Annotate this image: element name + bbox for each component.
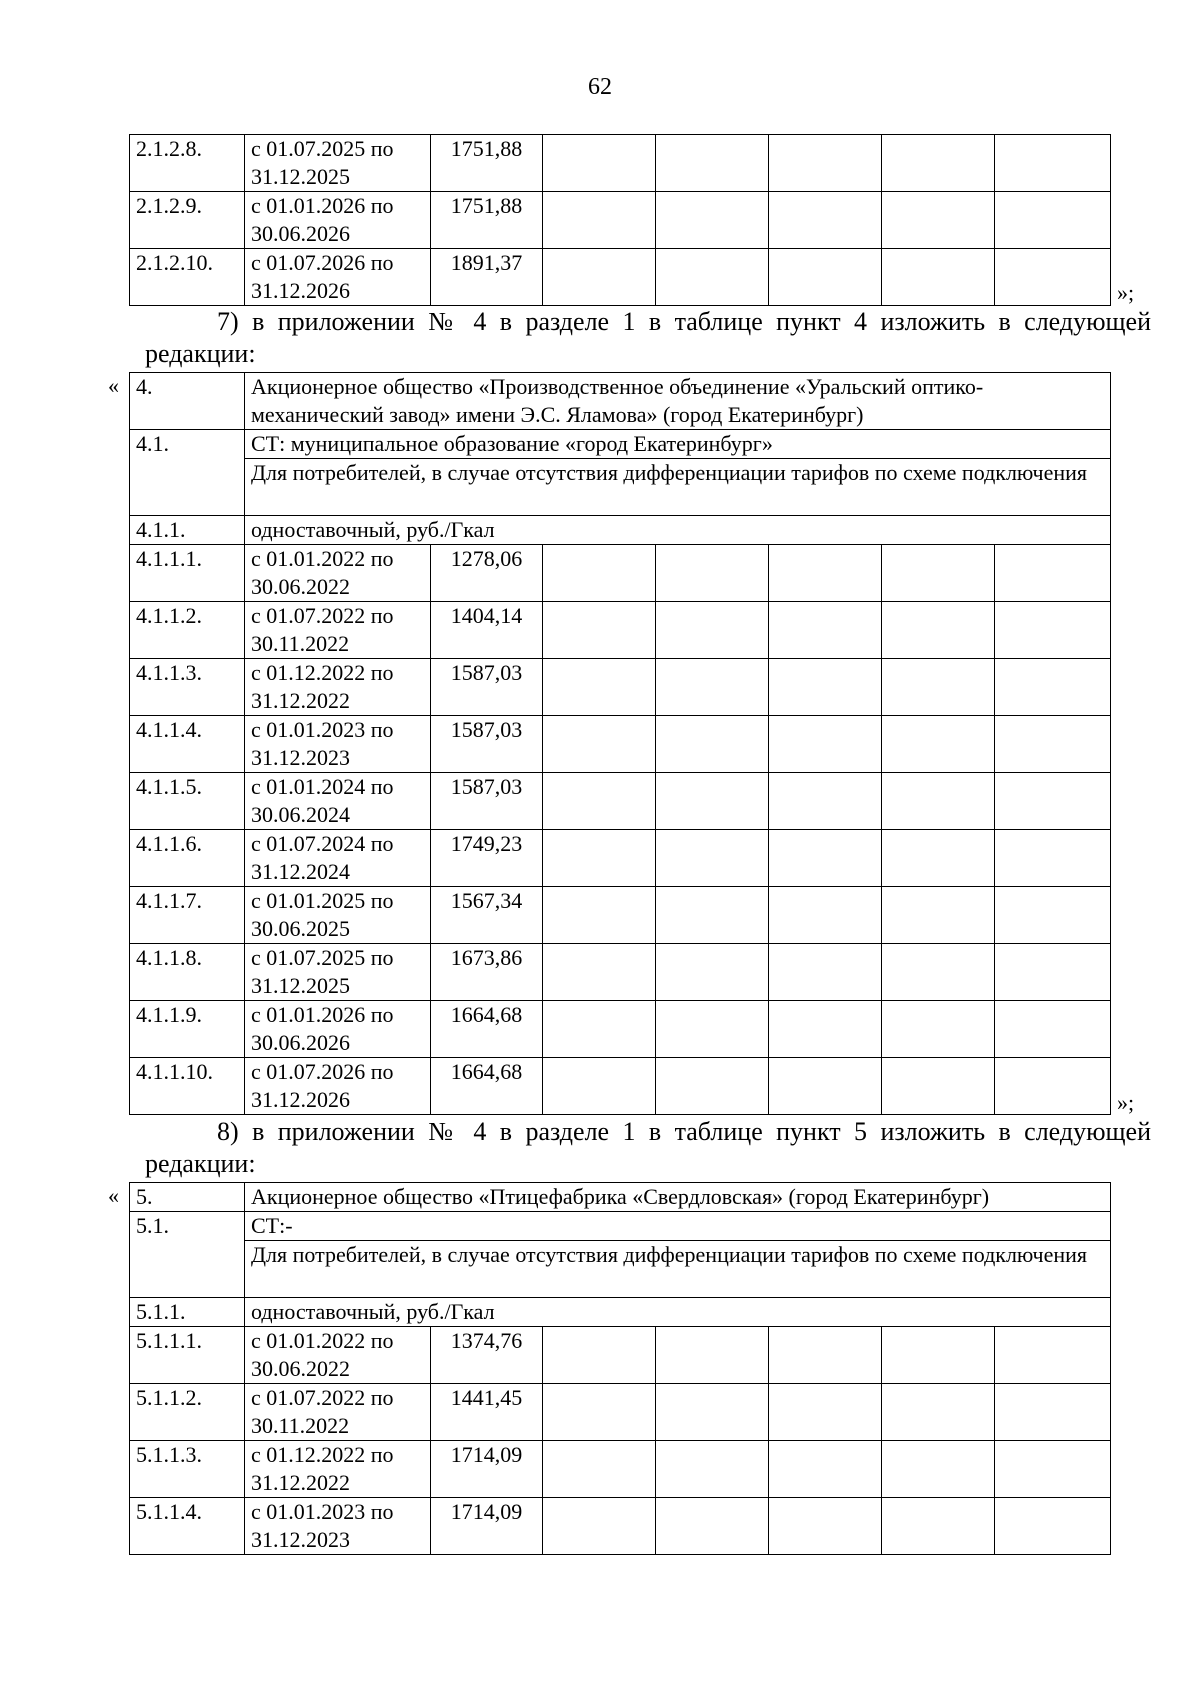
table-row bbox=[130, 1001, 1111, 1058]
table-row bbox=[130, 1327, 1111, 1384]
empty-cell bbox=[882, 249, 995, 306]
empty-cell bbox=[769, 249, 882, 306]
empty-cell bbox=[882, 1441, 995, 1498]
empty-cell bbox=[995, 1498, 1111, 1555]
empty-cell bbox=[543, 887, 656, 944]
empty-cell bbox=[882, 1384, 995, 1441]
empty-cell bbox=[656, 1384, 769, 1441]
empty-cell bbox=[543, 602, 656, 659]
item-code: 4.1. bbox=[130, 430, 245, 516]
table-row bbox=[130, 1058, 1111, 1115]
empty-cell bbox=[769, 1441, 882, 1498]
empty-cell bbox=[769, 716, 882, 773]
empty-cell bbox=[769, 1498, 882, 1555]
item-code: 4.1.1. bbox=[130, 516, 245, 545]
table-row bbox=[130, 1441, 1111, 1498]
empty-cell bbox=[543, 192, 656, 249]
table-row bbox=[130, 716, 1111, 773]
empty-cell bbox=[995, 602, 1111, 659]
row-code: 4.1.1.10. bbox=[130, 1058, 245, 1115]
empty-cell bbox=[995, 1327, 1111, 1384]
tariff-table-5 bbox=[129, 1182, 1111, 1555]
empty-cell bbox=[995, 1441, 1111, 1498]
row-code: 2.1.2.10. bbox=[130, 249, 245, 306]
table-row bbox=[130, 1384, 1111, 1441]
empty-cell bbox=[995, 192, 1111, 249]
empty-cell bbox=[995, 1001, 1111, 1058]
row-code: 2.1.2.9. bbox=[130, 192, 245, 249]
empty-cell bbox=[882, 1001, 995, 1058]
row-code: 5.1.1.4. bbox=[130, 1498, 245, 1555]
row-tariff-value: 1587,03 bbox=[431, 716, 543, 773]
table-row bbox=[130, 545, 1111, 602]
empty-cell bbox=[656, 944, 769, 1001]
empty-cell bbox=[882, 1498, 995, 1555]
empty-cell bbox=[769, 944, 882, 1001]
empty-cell bbox=[769, 830, 882, 887]
row-code: 4.1.1.6. bbox=[130, 830, 245, 887]
empty-cell bbox=[882, 659, 995, 716]
empty-cell bbox=[882, 830, 995, 887]
row-tariff-value: 1278,06 bbox=[431, 545, 543, 602]
empty-cell bbox=[769, 1001, 882, 1058]
empty-cell bbox=[656, 659, 769, 716]
row-period: с 01.12.2022 по 31.12.2022 bbox=[245, 1441, 431, 1498]
empty-cell bbox=[769, 1058, 882, 1115]
empty-cell bbox=[656, 1498, 769, 1555]
row-tariff-value: 1587,03 bbox=[431, 773, 543, 830]
table-row bbox=[130, 192, 1111, 249]
empty-cell bbox=[882, 944, 995, 1001]
closing-quote: »; bbox=[1117, 1090, 1135, 1115]
row-period: с 01.07.2025 по 31.12.2025 bbox=[245, 944, 431, 1001]
tariff-type: одноставочный, руб./Гкал bbox=[245, 1298, 1111, 1327]
row-code: 2.1.2.8. bbox=[130, 135, 245, 192]
table-row bbox=[130, 773, 1111, 830]
empty-cell bbox=[656, 602, 769, 659]
empty-cell bbox=[995, 830, 1111, 887]
row-tariff-value: 1664,68 bbox=[431, 1058, 543, 1115]
empty-cell bbox=[769, 1384, 882, 1441]
empty-cell bbox=[543, 135, 656, 192]
row-code: 5.1.1.2. bbox=[130, 1384, 245, 1441]
tariff-type: одноставочный, руб./Гкал bbox=[245, 516, 1111, 545]
row-period: с 01.01.2022 по 30.06.2022 bbox=[245, 1327, 431, 1384]
row-code: 5.1.1.3. bbox=[130, 1441, 245, 1498]
opening-quote: « bbox=[108, 373, 119, 398]
empty-cell bbox=[995, 887, 1111, 944]
row-period: с 01.01.2023 по 31.12.2023 bbox=[245, 1498, 431, 1555]
empty-cell bbox=[656, 716, 769, 773]
row-tariff-value: 1441,45 bbox=[431, 1384, 543, 1441]
empty-cell bbox=[543, 1058, 656, 1115]
empty-cell bbox=[543, 773, 656, 830]
heat-supply-system: СТ:- bbox=[245, 1212, 1111, 1241]
row-period: с 01.01.2025 по 30.06.2025 bbox=[245, 887, 431, 944]
empty-cell bbox=[769, 602, 882, 659]
empty-cell bbox=[543, 1327, 656, 1384]
empty-cell bbox=[656, 249, 769, 306]
row-tariff-value: 1374,76 bbox=[431, 1327, 543, 1384]
empty-cell bbox=[995, 944, 1111, 1001]
empty-cell bbox=[995, 1058, 1111, 1115]
row-tariff-value: 1587,03 bbox=[431, 659, 543, 716]
item-code: 4. bbox=[130, 373, 245, 430]
empty-cell bbox=[543, 1441, 656, 1498]
empty-cell bbox=[769, 659, 882, 716]
empty-cell bbox=[543, 659, 656, 716]
row-period: с 01.01.2026 по 30.06.2026 bbox=[245, 1001, 431, 1058]
empty-cell bbox=[656, 545, 769, 602]
heat-supply-system: СТ: муниципальное образование «город Екатеринбург» bbox=[245, 430, 1111, 459]
row-tariff-value: 1567,34 bbox=[431, 887, 543, 944]
empty-cell bbox=[543, 830, 656, 887]
amendment-paragraph-7: 7) в приложении № 4 в разделе 1 в таблице пункт 4 изложить в следующей редакции: bbox=[145, 307, 1151, 368]
row-period: с 01.12.2022 по 31.12.2022 bbox=[245, 659, 431, 716]
empty-cell bbox=[656, 830, 769, 887]
table-row bbox=[130, 887, 1111, 944]
row-tariff-value: 1751,88 bbox=[431, 135, 543, 192]
table-row bbox=[130, 1498, 1111, 1555]
empty-cell bbox=[543, 944, 656, 1001]
empty-cell bbox=[543, 249, 656, 306]
empty-cell bbox=[995, 249, 1111, 306]
row-period: с 01.07.2022 по 30.11.2022 bbox=[245, 602, 431, 659]
tariff-table-4 bbox=[129, 372, 1111, 1115]
empty-cell bbox=[543, 1001, 656, 1058]
row-period: с 01.01.2022 по 30.06.2022 bbox=[245, 545, 431, 602]
empty-cell bbox=[769, 887, 882, 944]
empty-cell bbox=[995, 135, 1111, 192]
empty-cell bbox=[769, 1327, 882, 1384]
page-number: 62 bbox=[588, 74, 612, 100]
row-tariff-value: 1891,37 bbox=[431, 249, 543, 306]
item-code: 5.1. bbox=[130, 1212, 245, 1298]
empty-cell bbox=[995, 545, 1111, 602]
row-tariff-value: 1673,86 bbox=[431, 944, 543, 1001]
row-period: с 01.07.2026 по 31.12.2026 bbox=[245, 1058, 431, 1115]
tariff-table-2-1-2 bbox=[129, 134, 1111, 306]
row-code: 4.1.1.8. bbox=[130, 944, 245, 1001]
empty-cell bbox=[882, 887, 995, 944]
organization-name: Акционерное общество «Производственное объединение «Уральский оптико-механический завод» имени Э.С. Яламова» (город Екатеринбург) bbox=[245, 373, 1111, 430]
empty-cell bbox=[656, 887, 769, 944]
row-period: с 01.07.2026 по 31.12.2026 bbox=[245, 249, 431, 306]
row-code: 4.1.1.1. bbox=[130, 545, 245, 602]
row-code: 4.1.1.7. bbox=[130, 887, 245, 944]
row-code: 4.1.1.4. bbox=[130, 716, 245, 773]
row-tariff-value: 1714,09 bbox=[431, 1498, 543, 1555]
empty-cell bbox=[882, 545, 995, 602]
row-period: с 01.01.2023 по 31.12.2023 bbox=[245, 716, 431, 773]
row-period: с 01.07.2022 по 30.11.2022 bbox=[245, 1384, 431, 1441]
empty-cell bbox=[769, 545, 882, 602]
empty-cell bbox=[882, 1327, 995, 1384]
table-row bbox=[130, 830, 1111, 887]
empty-cell bbox=[656, 1327, 769, 1384]
amendment-paragraph-8: 8) в приложении № 4 в разделе 1 в таблице пункт 5 изложить в следующей редакции: bbox=[145, 1117, 1151, 1178]
row-code: 4.1.1.5. bbox=[130, 773, 245, 830]
row-period: с 01.01.2026 по 30.06.2026 bbox=[245, 192, 431, 249]
row-tariff-value: 1664,68 bbox=[431, 1001, 543, 1058]
row-code: 4.1.1.2. bbox=[130, 602, 245, 659]
empty-cell bbox=[995, 659, 1111, 716]
empty-cell bbox=[656, 1058, 769, 1115]
row-code: 4.1.1.3. bbox=[130, 659, 245, 716]
table-row bbox=[130, 249, 1111, 306]
organization-name: Акционерное общество «Птицефабрика «Свердловская» (город Екатеринбург) bbox=[245, 1183, 1111, 1212]
row-tariff-value: 1714,09 bbox=[431, 1441, 543, 1498]
empty-cell bbox=[882, 602, 995, 659]
table-row bbox=[130, 659, 1111, 716]
empty-cell bbox=[543, 1498, 656, 1555]
empty-cell bbox=[656, 135, 769, 192]
empty-cell bbox=[882, 192, 995, 249]
empty-cell bbox=[882, 773, 995, 830]
row-tariff-value: 1749,23 bbox=[431, 830, 543, 887]
empty-cell bbox=[769, 773, 882, 830]
row-period: с 01.01.2024 по 30.06.2024 bbox=[245, 773, 431, 830]
row-code: 4.1.1.9. bbox=[130, 1001, 245, 1058]
empty-cell bbox=[656, 773, 769, 830]
table-row bbox=[130, 135, 1111, 192]
empty-cell bbox=[543, 545, 656, 602]
empty-cell bbox=[769, 192, 882, 249]
item-code: 5.1.1. bbox=[130, 1298, 245, 1327]
empty-cell bbox=[656, 1001, 769, 1058]
empty-cell bbox=[656, 1441, 769, 1498]
opening-quote: « bbox=[108, 1183, 119, 1208]
consumer-category: Для потребителей, в случае отсутствия дифференциации тарифов по схеме подключения bbox=[245, 1241, 1111, 1298]
row-tariff-value: 1751,88 bbox=[431, 192, 543, 249]
empty-cell bbox=[995, 716, 1111, 773]
empty-cell bbox=[656, 192, 769, 249]
empty-cell bbox=[882, 135, 995, 192]
empty-cell bbox=[882, 1058, 995, 1115]
table-row bbox=[130, 602, 1111, 659]
closing-quote: »; bbox=[1117, 280, 1135, 305]
consumer-category: Для потребителей, в случае отсутствия дифференциации тарифов по схеме подключения bbox=[245, 459, 1111, 516]
empty-cell bbox=[995, 1384, 1111, 1441]
row-period: с 01.07.2025 по 31.12.2025 bbox=[245, 135, 431, 192]
row-period: с 01.07.2024 по 31.12.2024 bbox=[245, 830, 431, 887]
empty-cell bbox=[995, 773, 1111, 830]
table-row bbox=[130, 944, 1111, 1001]
empty-cell bbox=[543, 716, 656, 773]
row-tariff-value: 1404,14 bbox=[431, 602, 543, 659]
empty-cell bbox=[543, 1384, 656, 1441]
row-code: 5.1.1.1. bbox=[130, 1327, 245, 1384]
item-code: 5. bbox=[130, 1183, 245, 1212]
empty-cell bbox=[769, 135, 882, 192]
empty-cell bbox=[882, 716, 995, 773]
